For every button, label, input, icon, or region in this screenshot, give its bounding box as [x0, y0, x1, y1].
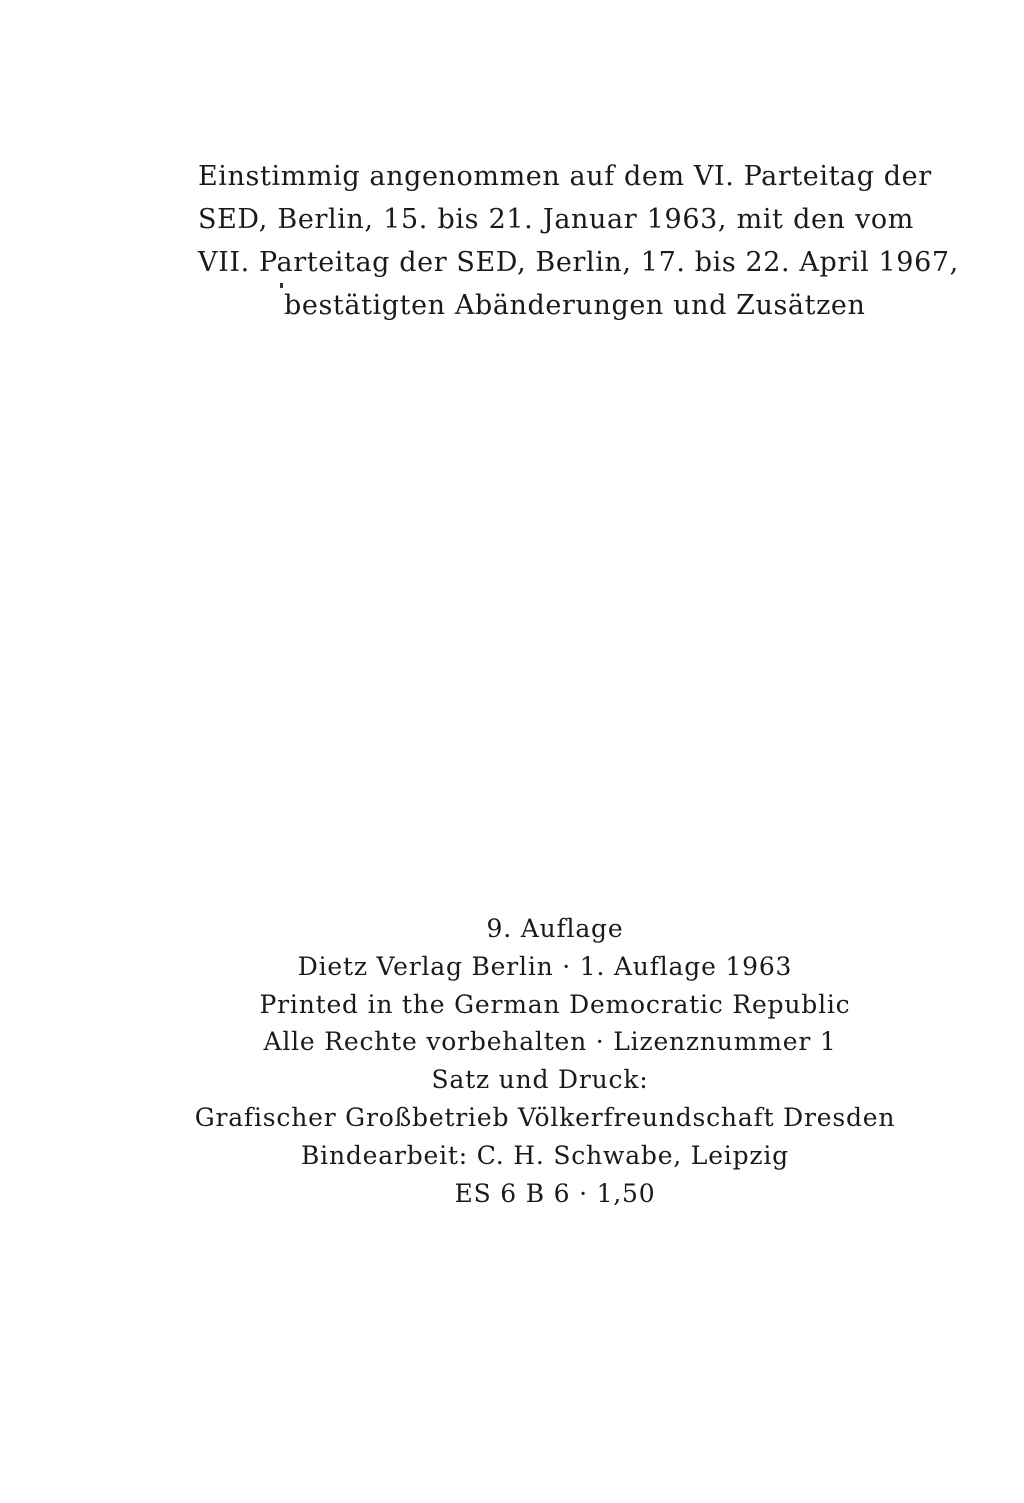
edition-line: 9. Auflage [486, 914, 624, 943]
imprint-block [160, 910, 920, 1212]
adoption-note-line-2: SED, Berlin, 15. bis 21. Januar 1963, mit den vom [198, 204, 914, 235]
adoption-note [198, 155, 959, 327]
adoption-note-line-1: Einstimmig angenommen auf dem VI. Parteitag der [198, 161, 932, 192]
rights-line: Alle Rechte vorbehalten · Lizenznummer 1 [263, 1027, 837, 1057]
publisher-line: Dietz Verlag Berlin · 1. Auflage 1963 [297, 951, 793, 981]
adoption-note-line-4: bestätigten Abänderungen und Zusätzen [284, 290, 866, 321]
printed-in-line: Printed in the German Democratic Republic [259, 989, 851, 1019]
typesetting-heading: Satz und Druck: [431, 1065, 649, 1095]
adoption-note-line-3: VII. Parteitag der SED, Berlin, 17. bis 22. April 1967, [198, 247, 959, 278]
printer-line: Grafischer Großbetrieb Völkerfreundschaft Dresden [194, 1102, 896, 1132]
binding-line: Bindearbeit: C. H. Schwabe, Leipzig [301, 1140, 789, 1170]
print-speck [280, 283, 283, 288]
catalog-price-line: ES 6 B 6 · 1,50 [454, 1178, 656, 1208]
